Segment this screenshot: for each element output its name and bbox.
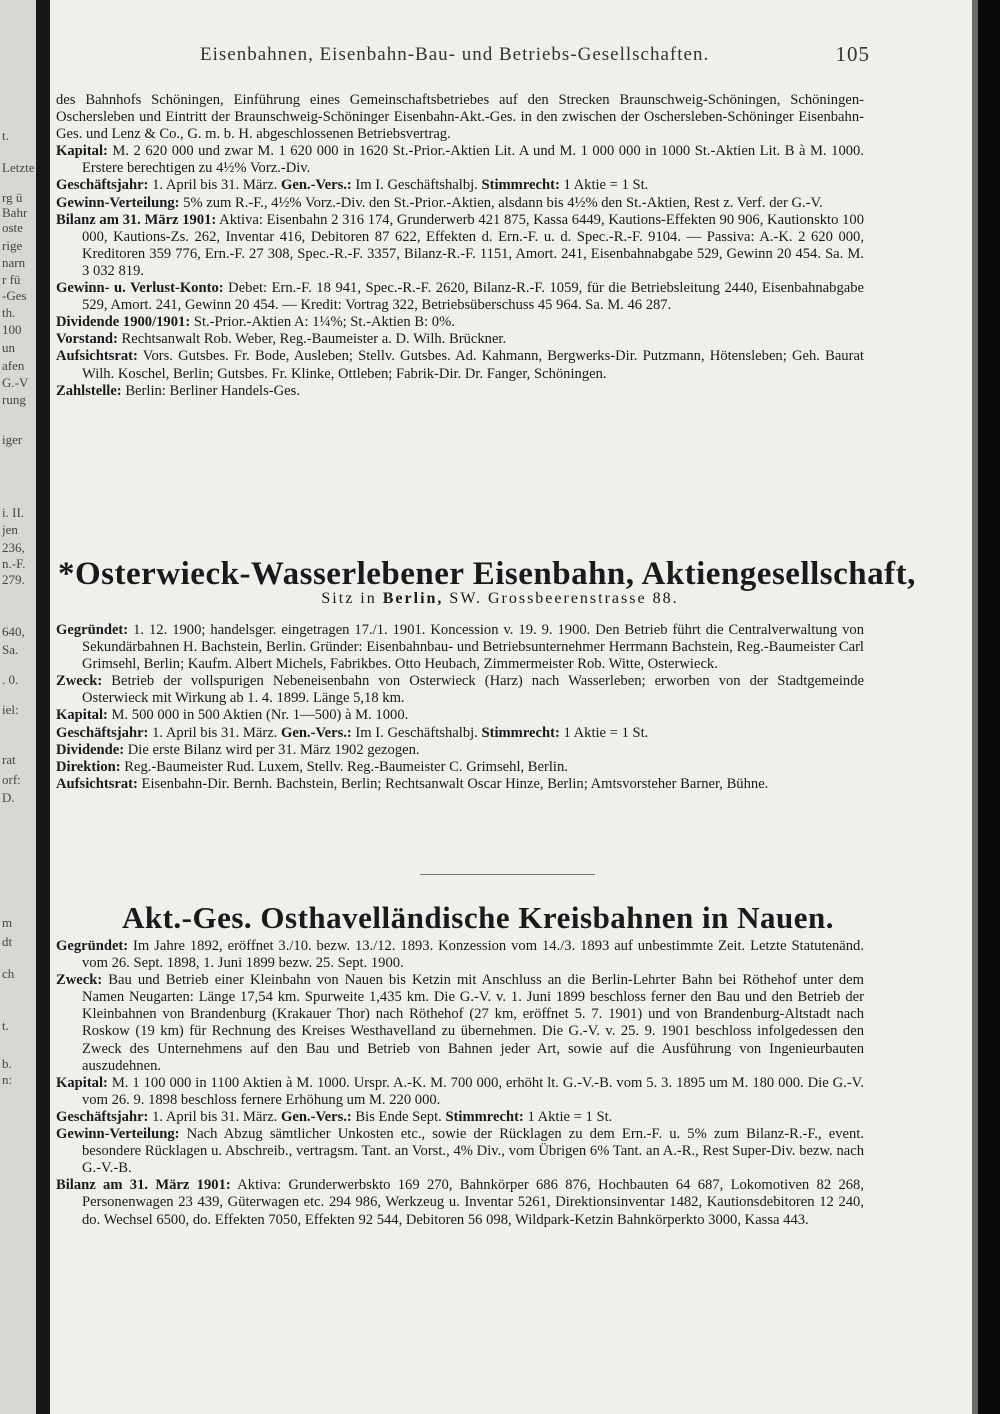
facing-page-edge [0, 0, 38, 1414]
entry-paragraph [56, 759, 864, 776]
facing-page-fragment: th. [2, 305, 16, 320]
entry-label: Direktion: [56, 758, 121, 775]
entry-label: Zweck: [56, 673, 103, 690]
entry-text: Rechtsanwalt Rob. Weber, Reg.-Baumeister a. D. Wilh. Brückner. [117, 331, 507, 348]
facing-page-fragment: 279. [2, 572, 25, 587]
entry-text: St.-Prior.-Aktien A: 1¼%; St.-Aktien B: 0%. [190, 314, 455, 331]
entry-text: 5% zum R.-F., 4½% Vorz.-Div. den St.-Prior.-Aktien, alsdann bis 4½% den St.-Aktien, Rest z. Verf. der G.-V. [179, 194, 823, 211]
entry-text: M. 1 100 000 in 1100 Aktien à M. 1000. Urspr. A.-K. M. 700 000, erhöht lt. G.-V.-B. vom 5. 3. 1895 um M. 180 000. Die G.-V. vom 26. 9. 1898 beschloss fernere Erhöhung um M. 220 000. [82, 1074, 864, 1108]
facing-page-fragment: G.-V [2, 375, 29, 390]
entry-text: 1. April bis 31. März. [148, 1108, 281, 1125]
entry-label: Gewinn-Verteilung: [56, 194, 180, 211]
entry-paragraph: des Bahnhofs Schöningen, Einführung eines Gemeinschaftsbetriebes auf den Strecken Braunschweig-Schöningen, Schöningen-Oschersleben und Eintritt der Braunschweig-Schöninger Eisenbahn-Akt.-Ges. in den zwischen der Oschersleben-Schöninger Eisenbahn-Ges. und Lenz & Co., G. m. b. H. abgeschlossenen Betriebsvertrag. [56, 92, 864, 143]
entry-paragraph [56, 1126, 864, 1177]
facing-page-fragment: iel: [2, 702, 19, 717]
facing-page-fragment: 100 [2, 322, 22, 337]
entry-text: Im I. Geschäftshalbj. [351, 177, 482, 194]
entry-paragraph [56, 1109, 864, 1126]
facing-page-fragment: D. [2, 790, 15, 805]
entry-paragraph [56, 195, 864, 212]
entry-label: Bilanz am 31. März 1901: [56, 211, 217, 228]
entry-text: Vors. Gutsbes. Fr. Bode, Ausleben; Stellv. Gutsbes. Ad. Kahmann, Bergwerks-Dir. Putzmann, Hötensleben; Geh. Baurat Wilh. Koschel, Berlin; Gutsbes. Fr. Klinke, Ottleben; Fabrik-Dir. Dr. Fanger, Schöningen. [82, 348, 864, 382]
entry-text: Im Jahre 1892, eröffnet 3./10. bezw. 13./12. 1893. Konzession vom 14./3. 1893 auf unbestimmte Zeit. Letzte Statutenänd. vom 26. Sept. 1898, 1. Juni 1899 bezw. 25. Sept. 1900. [82, 938, 864, 972]
entry-text: Bau und Betrieb einer Kleinbahn von Nauen bis Ketzin mit Anschluss an die Berlin-Lehrter Bahn bei Röthehof unter dem Namen Neugarten: Länge 17,54 km. Spurweite 1,435 km. Die G.-V. v. 1. Juni 1899 beschloss ferner den Bau und den Betrieb der Kleinbahnen von Brandenburg (Krakauer Thor) nach Röthehof (27 km, eröffnet 5. 7. 1901) und von Brandenburg-Altstadt nach Roskow (19 km) für Rechnung des Kreises Westhavelland zu übernehmen. Die G.-V. v. 25. 9. 1901 beschloss infolgedessen den Zweck des Unternehmens auf den Bau und Betrieb von Bahnen jeder Art, sowie auf die Ausführung von Ingenieurbauten auszudehnen. [82, 972, 864, 1074]
section-schoeninger-continued [56, 92, 864, 400]
entry-paragraph [56, 280, 864, 314]
entry-paragraph [56, 348, 864, 382]
entry-paragraph [56, 972, 864, 1075]
section-osterwieck [56, 622, 864, 793]
entry-paragraph [56, 742, 864, 759]
company-title-osthavelland: Akt.-Ges. Osthavelländische Kreisbahnen in Nauen. [121, 900, 835, 935]
entry-label: Dividende 1900/1901: [56, 314, 191, 331]
entry-text: 1 Aktie = 1 St. [559, 724, 649, 741]
entry-label: Gewinn- u. Verlust-Konto: [56, 280, 224, 297]
facing-page-fragment: t. [2, 128, 9, 143]
entry-text: Berlin: Berliner Handels-Ges. [121, 382, 300, 399]
entry-paragraph [56, 938, 864, 972]
facing-page-fragment: 236, [2, 540, 25, 555]
entry-text: M. 500 000 in 500 Aktien (Nr. 1—500) à M. 1000. [107, 707, 409, 724]
facing-page-fragment: un [2, 340, 15, 355]
page-number: 105 [835, 42, 870, 66]
section-divider [420, 874, 595, 875]
entry-text: M. 2 620 000 und zwar M. 1 620 000 in 1620 St.-Prior.-Aktien Lit. A und M. 1 000 000 in 1000 St.-Aktien Lit. B à M. 1000. Erstere berechtigen zu 4½% Vorz.-Div. [82, 143, 864, 177]
entry-label: Gegründet: [56, 938, 129, 954]
entry-label: Gen.-Vers.: [280, 1108, 352, 1125]
entry-label: Bilanz am 31. März 1901: [56, 1177, 231, 1194]
facing-page-fragment: rung [2, 392, 26, 407]
entry-paragraph [56, 622, 864, 673]
facing-page-fragment: narn [2, 255, 26, 270]
facing-page-fragment: rat [2, 752, 16, 767]
facing-page-fragment: Letzte [2, 160, 35, 175]
entry-paragraph [56, 177, 864, 194]
entry-paragraph [56, 212, 864, 280]
entry-label: Zahlstelle: [56, 382, 122, 399]
entry-text: Aktiva: Grunderwerbskto 169 270, Bahnkörper 686 876, Hochbauten 64 687, Lokomotiven 82 268, Personenwagen 23 439, Güterwagen etc. 294 986, Werkzeug u. Inventar 5261, Direktionsinventar 1482, Kautionsdebitoren 12 240, do. Wechsel 6500, do. Effekten 7050, Effekten 92 544, Debitoren 56 098, Wildpark-Ketzin Bahnkörperkto 3000, Kassa 443. [82, 1177, 864, 1228]
entry-label: Stimmrecht: [481, 724, 560, 741]
facing-page-fragment: -Ges [2, 288, 27, 303]
facing-page-fragment: afen [2, 358, 25, 373]
facing-page-fragment: . 0. [2, 672, 19, 687]
entry-label: Zweck: [56, 972, 103, 989]
facing-page-fragment: orf: [2, 772, 21, 787]
facing-page-fragment: rg ü [2, 190, 23, 205]
facing-page-fragment: m [2, 915, 13, 930]
facing-page-fragment: dt [2, 934, 13, 949]
entry-paragraph [56, 143, 864, 177]
entry-label: Geschäftsjahr: [56, 1108, 149, 1125]
running-header [200, 44, 870, 66]
entry-label: Aufsichtsrat: [56, 775, 138, 792]
facing-page-fragment: rige [2, 238, 23, 253]
facing-page-fragment: n: [2, 1072, 13, 1087]
entry-text: Reg.-Baumeister Rud. Luxem, Stellv. Reg.-Baumeister C. Grimsehl, Berlin. [120, 758, 568, 775]
facing-page-fragment: i. II. [2, 505, 25, 520]
entry-label: Gegründet: [56, 622, 129, 638]
entry-label: Gen.-Vers.: [280, 177, 352, 194]
facing-page-fragment: n.-F. [2, 556, 26, 571]
facing-page-fragment: 640, [2, 624, 25, 639]
entry-label: Vorstand: [56, 331, 118, 348]
entry-text: Nach Abzug sämtlicher Unkosten etc., sowie der Rücklagen zu dem Ern.-F. u. 5% zum Bilanz-R.-F., event. besondere Rücklagen u. Abschreib., vertragsm. Tant. an Vorst., 4% Div., vom Übrigen 6% Tant. an A.-R., Rest Super-Div. bezw. nach G.-V.-B. [82, 1126, 864, 1177]
entry-label: Stimmrecht: [445, 1108, 524, 1125]
entry-text: 1. April bis 31. März. [148, 724, 281, 741]
entry-paragraph [56, 707, 864, 724]
facing-page-fragment: jen [2, 522, 18, 537]
entry-text: Eisenbahn-Dir. Bernh. Bachstein, Berlin; Rechtsanwalt Oscar Hinze, Berlin; Amtsvorsteher Barner, Bühne. [137, 775, 769, 792]
company-seat-osterwieck: Sitz in Berlin, SW. Grossbeerenstrasse 88. [321, 590, 679, 607]
facing-page-fragment: iger [2, 432, 23, 447]
entry-label: Geschäftsjahr: [56, 177, 149, 194]
binding-gutter [36, 0, 50, 1414]
entry-text: 1 Aktie = 1 St. [523, 1108, 613, 1125]
entry-label: Gen.-Vers.: [280, 724, 352, 741]
entry-text: 1 Aktie = 1 St. [559, 177, 649, 194]
entry-paragraph [56, 776, 864, 793]
entry-paragraph [56, 1075, 864, 1109]
entry-label: Stimmrecht: [481, 177, 560, 194]
scan-border [978, 0, 1000, 1414]
entry-label: Kapital: [56, 1074, 108, 1091]
entry-paragraph [56, 331, 864, 348]
section-osthavelland [56, 938, 864, 1229]
entry-paragraph [56, 1177, 864, 1228]
entry-text: Debet: Ern.-F. 18 941, Spec.-R.-F. 2620, Bilanz-R.-F. 1059, für die Betriebsleitung 2440, Eisenbahnabgabe 529, Amort. 241, Gewinn 20 454. — Kredit: Vortrag 322, Betriebsüberschuss 45 964. Sa. M. 46 287. [82, 280, 864, 314]
entry-text: Aktiva: Eisenbahn 2 316 174, Grunderwerb 421 875, Kassa 6449, Kautions-Effekten 90 906, Kautionskto 100 000, Kautions-Zs. 262, Inventar 416, Debitoren 87 622, Effekten d. Ern.-F. u. d. Spec.-R.-F. 9104. — Passiva: A.-K. 2 620 000, Kreditoren 359 776, Ern.-F. 27 308, Spec.-R.-F. 3357, Bilanz-R.-F. 1151, Amort. 241, Eisenbahnabgabe 529, Gewinn 20 454. Sa. M. 3 032 819. [82, 211, 864, 279]
entry-text: 1. 12. 1900; handelsger. eingetragen 17./1. 1901. Koncession v. 19. 9. 1900. Den Betrieb führt die Centralverwaltung von Sekundärbahnen H. Bachstein, Berlin. Gründer: Eisenbahnbau- und Betriebsunternehmer Herrmann Bachstein, Reg.-Baumeister Carl Grimsehl, Berlin; Kaufm. Albert Michels, Fabrikbes. Otto Heubach, Zimmermeister Rob. Witte, Osterwieck. [82, 622, 864, 673]
entry-paragraph [56, 314, 864, 331]
entry-label: Gewinn-Verteilung: [56, 1126, 180, 1143]
facing-page-fragment: Sa. [2, 642, 19, 657]
facing-page-fragment: Bahr [2, 205, 28, 220]
entry-label: Kapital: [56, 707, 108, 724]
entry-label: Kapital: [56, 143, 108, 160]
entry-label: Geschäftsjahr: [56, 724, 149, 741]
facing-page-fragment: r fü [2, 272, 21, 287]
entry-paragraph [56, 383, 864, 400]
entry-text: Im I. Geschäftshalbj. [351, 724, 482, 741]
entry-paragraph [56, 673, 864, 707]
facing-page-fragment: oste [2, 220, 23, 235]
entry-text: Die erste Bilanz wird per 31. März 1902 gezogen. [124, 741, 420, 758]
company-title-osterwieck: *Osterwieck-Wasserlebener Eisenbahn, Aktiengesellschaft, [58, 556, 916, 592]
entry-paragraph [56, 725, 864, 742]
facing-page-fragment: b. [2, 1056, 12, 1071]
facing-page-fragment: t. [2, 1018, 9, 1033]
entry-text: Bis Ende Sept. [351, 1108, 446, 1125]
entry-text: 1. April bis 31. März. [148, 177, 281, 194]
facing-page-fragment: ch [2, 966, 15, 981]
running-title: Eisenbahnen, Eisenbahn-Bau- und Betriebs-Gesellschaften. [200, 44, 710, 65]
entry-text: Betrieb der vollspurigen Nebeneisenbahn von Osterwieck (Harz) nach Wasserleben; erworben von der Stadtgemeinde Osterwieck mit Wirkung ab 1. 4. 1899. Länge 5,18 km. [82, 673, 864, 707]
entry-label: Dividende: [56, 741, 125, 758]
entry-label: Aufsichtsrat: [56, 348, 138, 365]
